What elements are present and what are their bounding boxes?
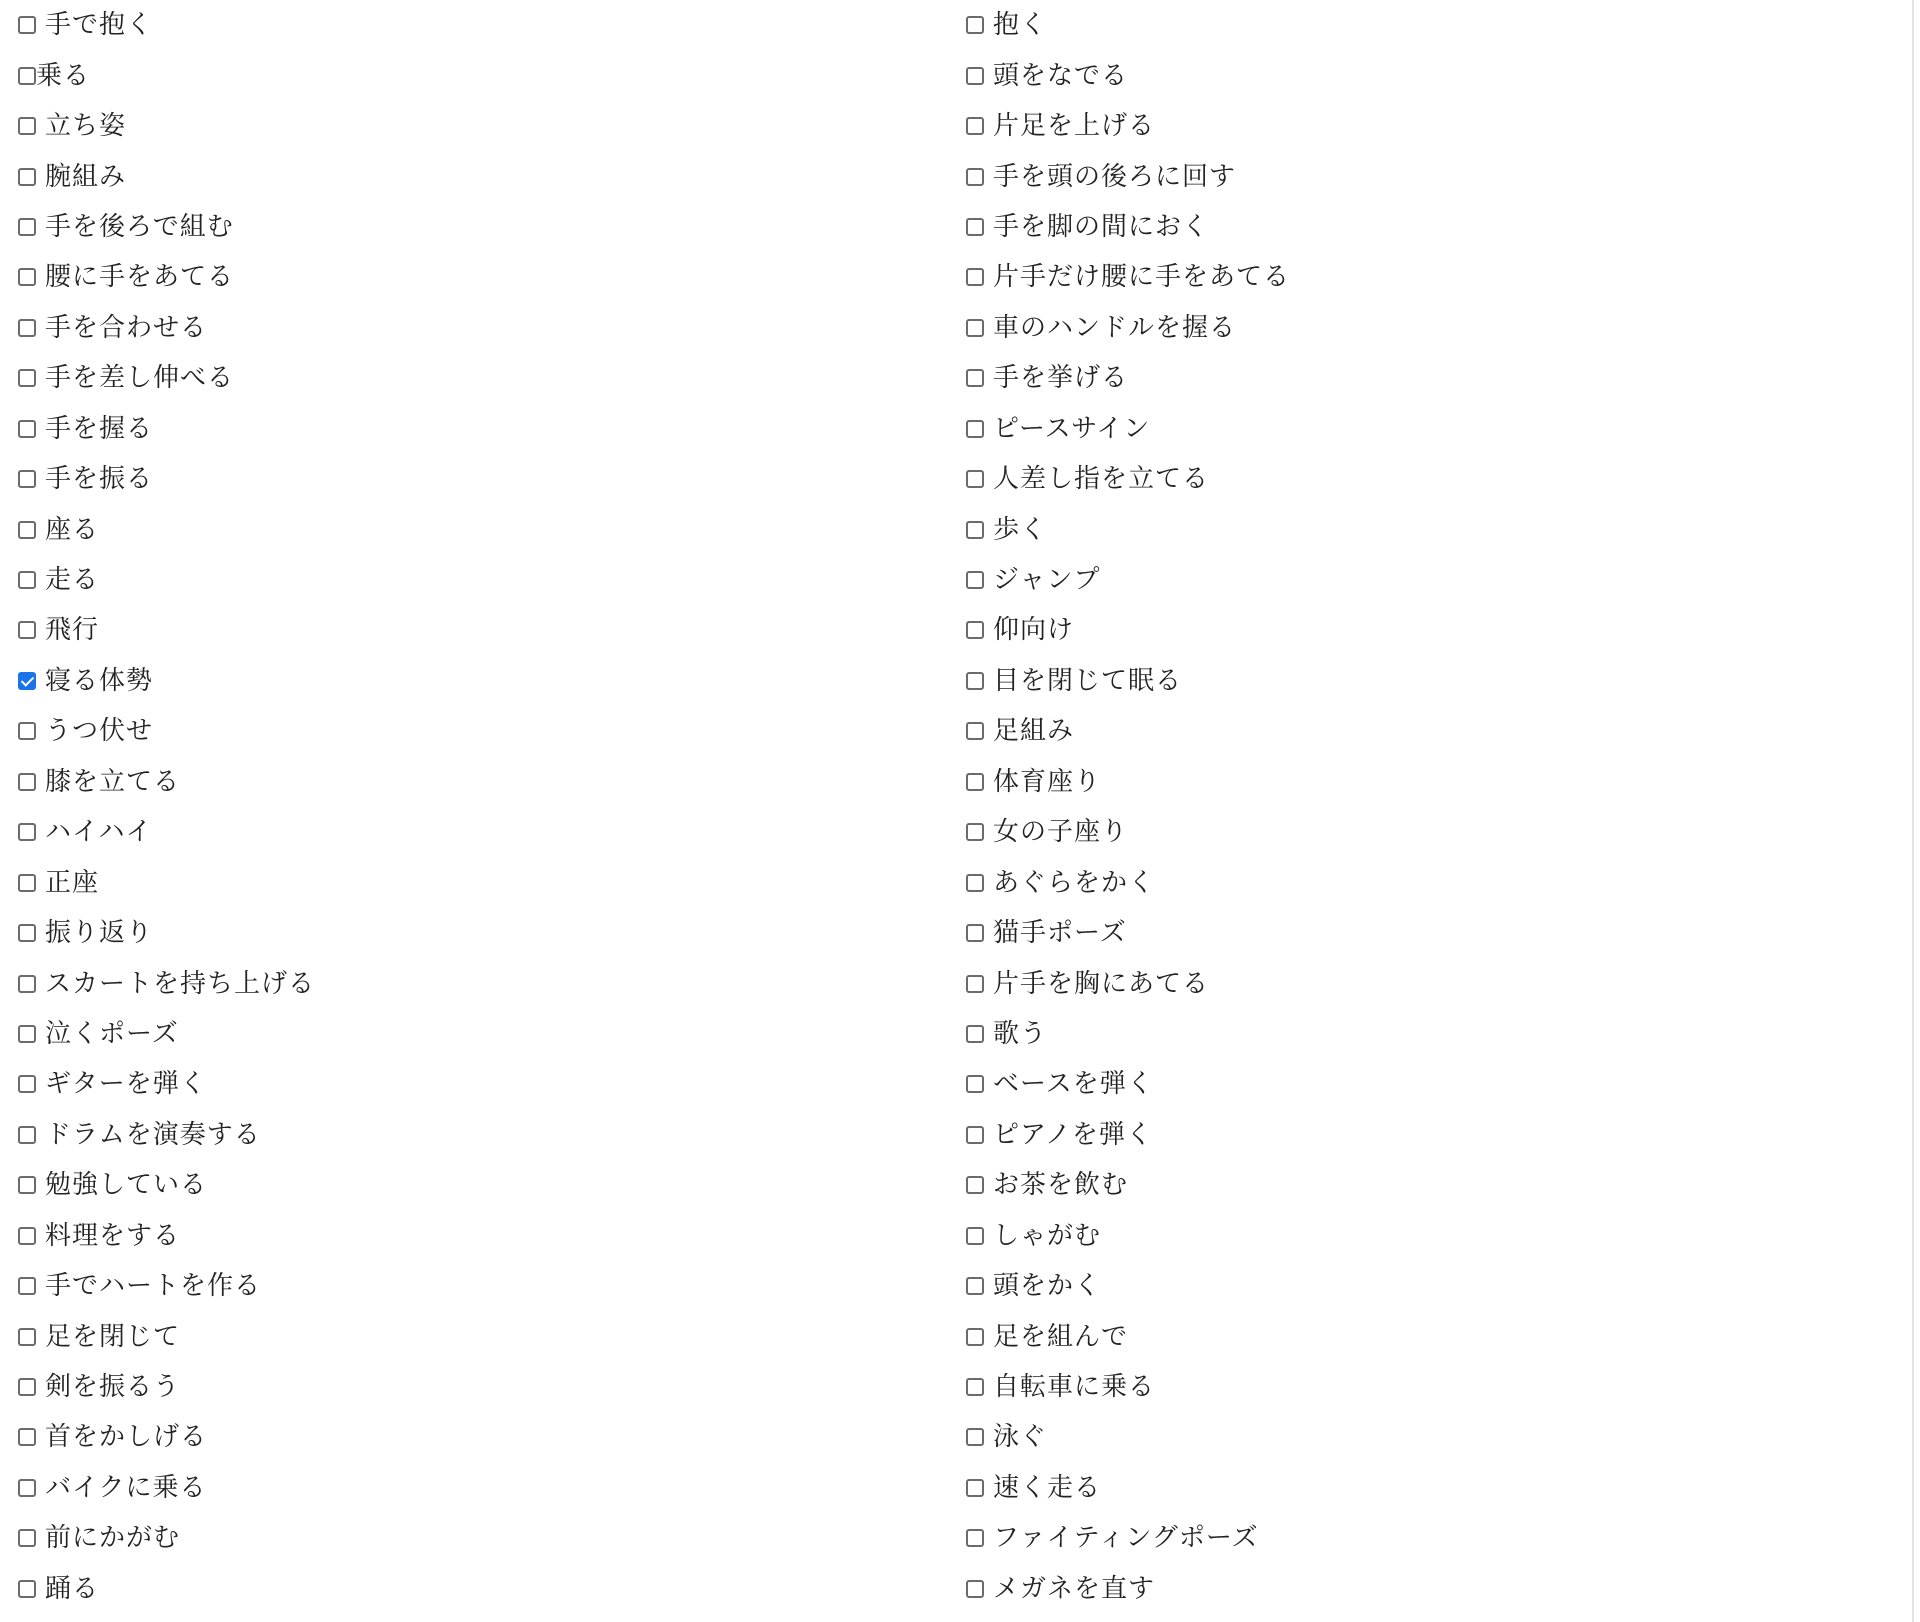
checkbox[interactable] <box>18 1227 36 1245</box>
checkbox-label[interactable]: 抱く <box>993 10 1048 41</box>
checkbox[interactable] <box>966 420 984 438</box>
right-option-24[interactable] <box>964 1160 1290 1210</box>
checkbox[interactable] <box>966 1227 984 1245</box>
left-option-4[interactable] <box>16 151 315 201</box>
checkbox-label[interactable]: 手を振る <box>45 464 154 495</box>
right-option-25[interactable] <box>964 1211 1290 1261</box>
right-option-15[interactable] <box>964 706 1290 756</box>
checkbox-label[interactable]: 手を脚の間におく <box>993 211 1210 242</box>
left-option-16[interactable] <box>16 757 315 807</box>
left-option-7[interactable] <box>16 303 315 353</box>
checkbox[interactable] <box>966 1277 984 1295</box>
checkbox-label[interactable]: ベースを弾く <box>993 1069 1154 1100</box>
checkbox[interactable] <box>966 1529 984 1547</box>
left-option-30[interactable] <box>16 1463 315 1513</box>
checkbox[interactable] <box>966 168 984 186</box>
right-option-7[interactable] <box>964 303 1290 353</box>
checkbox[interactable] <box>18 117 36 135</box>
checkbox[interactable] <box>966 268 984 286</box>
checkbox-label[interactable]: 歩く <box>993 514 1048 545</box>
left-option-21[interactable] <box>16 1009 315 1059</box>
left-option-20[interactable] <box>16 958 315 1008</box>
right-option-3[interactable] <box>964 101 1290 151</box>
checkbox[interactable] <box>18 1428 36 1446</box>
right-option-29[interactable] <box>964 1412 1290 1462</box>
checkbox-label[interactable]: 頭をなでる <box>993 60 1129 91</box>
checkbox-label[interactable]: 頭をかく <box>993 1271 1102 1302</box>
checkbox[interactable] <box>966 1075 984 1093</box>
left-option-2[interactable] <box>16 50 315 100</box>
checkbox[interactable] <box>966 1428 984 1446</box>
checkbox[interactable] <box>18 672 36 690</box>
checkbox[interactable] <box>18 621 36 639</box>
right-option-11[interactable] <box>964 504 1290 554</box>
checkbox-label[interactable]: あぐらをかく <box>993 867 1156 898</box>
checkbox-label[interactable]: 足組み <box>993 716 1075 747</box>
checkbox-label[interactable]: 手を頭の後ろに回す <box>993 161 1237 192</box>
checkbox[interactable] <box>966 470 984 488</box>
left-option-31[interactable] <box>16 1513 315 1563</box>
checkbox[interactable] <box>18 722 36 740</box>
checkbox-label[interactable]: お茶を飲む <box>993 1170 1129 1201</box>
left-column <box>16 0 315 1614</box>
checkbox-label[interactable]: 手を合わせる <box>45 312 208 343</box>
checkbox-label[interactable]: 手で抱く <box>45 10 154 41</box>
checkbox[interactable] <box>18 1479 36 1497</box>
checkbox[interactable] <box>966 874 984 892</box>
right-option-28[interactable] <box>964 1362 1290 1412</box>
checkbox[interactable] <box>18 1277 36 1295</box>
checkbox-label[interactable]: ドラムを演奏する <box>45 1119 261 1150</box>
checkbox[interactable] <box>18 773 36 791</box>
left-option-8[interactable] <box>16 353 315 403</box>
right-option-18[interactable] <box>964 857 1290 907</box>
checkbox[interactable] <box>966 218 984 236</box>
checkbox-label[interactable]: 手を差し伸べる <box>45 363 235 394</box>
checkbox[interactable] <box>966 521 984 539</box>
checkbox-label[interactable]: バイクに乗る <box>45 1472 207 1503</box>
checkbox[interactable] <box>18 1529 36 1547</box>
checkbox-label[interactable]: 目を閉じて眠る <box>993 665 1183 696</box>
left-option-32[interactable] <box>16 1564 315 1614</box>
left-option-27[interactable] <box>16 1311 315 1361</box>
right-option-12[interactable] <box>964 555 1290 605</box>
checkbox-label[interactable]: ギターを弾く <box>45 1069 207 1100</box>
checkbox[interactable] <box>966 823 984 841</box>
left-option-22[interactable] <box>16 1059 315 1109</box>
checkbox-label[interactable]: しゃがむ <box>993 1220 1102 1251</box>
right-option-19[interactable] <box>964 908 1290 958</box>
checkbox[interactable] <box>18 16 36 34</box>
checkbox-label[interactable]: ファイティングポーズ <box>993 1523 1259 1554</box>
checkbox[interactable] <box>966 621 984 639</box>
checkbox[interactable] <box>966 1025 984 1043</box>
checkbox[interactable] <box>966 1479 984 1497</box>
checkbox[interactable] <box>18 823 36 841</box>
left-option-19[interactable] <box>16 908 315 958</box>
checkbox-label[interactable]: 猫手ポーズ <box>993 918 1127 949</box>
left-option-23[interactable] <box>16 1110 315 1160</box>
checkbox-label[interactable]: 腕組み <box>45 161 127 192</box>
right-option-23[interactable] <box>964 1110 1290 1160</box>
left-option-24[interactable] <box>16 1160 315 1210</box>
checkbox[interactable] <box>966 1176 984 1194</box>
left-option-28[interactable] <box>16 1362 315 1412</box>
right-option-30[interactable] <box>964 1463 1290 1513</box>
checkbox-label[interactable]: 手でハートを作る <box>45 1271 262 1302</box>
checkbox-label[interactable]: 体育座り <box>993 766 1102 797</box>
checkbox[interactable] <box>18 319 36 337</box>
right-option-1[interactable] <box>964 0 1290 50</box>
checkbox-label[interactable]: ジャンプ <box>993 565 1101 596</box>
checkbox[interactable] <box>18 268 36 286</box>
checkbox[interactable] <box>18 975 36 993</box>
left-option-18[interactable] <box>16 857 315 907</box>
left-option-14[interactable] <box>16 656 315 706</box>
right-option-17[interactable] <box>964 807 1290 857</box>
left-option-3[interactable] <box>16 101 315 151</box>
checkbox[interactable] <box>18 1025 36 1043</box>
right-option-20[interactable] <box>964 958 1290 1008</box>
right-option-8[interactable] <box>964 353 1290 403</box>
checkbox[interactable] <box>966 1328 984 1346</box>
left-option-10[interactable] <box>16 454 315 504</box>
left-option-12[interactable] <box>16 555 315 605</box>
checkbox[interactable] <box>18 67 36 85</box>
checkbox-label[interactable]: 足を閉じて <box>45 1321 181 1352</box>
checkbox-label[interactable]: ハイハイ <box>45 817 153 848</box>
checkbox-label[interactable]: 走る <box>45 565 100 596</box>
checkbox[interactable] <box>966 1126 984 1144</box>
left-option-13[interactable] <box>16 605 315 655</box>
checkbox-label[interactable]: 速く走る <box>993 1472 1102 1503</box>
left-option-17[interactable] <box>16 807 315 857</box>
left-option-11[interactable] <box>16 504 315 554</box>
checkbox-label[interactable]: 片足を上げる <box>993 111 1156 142</box>
checkbox-label[interactable]: 泳ぐ <box>993 1422 1048 1453</box>
checkbox[interactable] <box>966 672 984 690</box>
checkbox-label[interactable]: 剣を振るう <box>45 1372 181 1403</box>
right-option-5[interactable] <box>964 202 1290 252</box>
checkbox-label[interactable]: 勉強している <box>45 1170 208 1201</box>
right-column <box>964 0 1290 1614</box>
checkbox-label[interactable]: 踊る <box>45 1573 100 1604</box>
checkbox-label[interactable]: 手を握る <box>45 413 154 444</box>
checkbox-label[interactable]: 自転車に乗る <box>993 1372 1156 1403</box>
checkbox[interactable] <box>966 319 984 337</box>
checkbox-label[interactable]: 立ち姿 <box>45 111 127 142</box>
left-option-29[interactable] <box>16 1412 315 1462</box>
checkbox-label[interactable]: 腰に手をあてる <box>45 262 235 293</box>
checkbox[interactable] <box>18 218 36 236</box>
checkbox-label[interactable]: ピアノを弾く <box>993 1119 1153 1150</box>
right-option-16[interactable] <box>964 757 1290 807</box>
checkbox-label[interactable]: 泣くポーズ <box>45 1018 179 1049</box>
checkbox-label[interactable]: 振り返り <box>45 918 154 949</box>
right-option-6[interactable] <box>964 252 1290 302</box>
left-option-9[interactable] <box>16 404 315 454</box>
right-option-27[interactable] <box>964 1311 1290 1361</box>
left-option-25[interactable] <box>16 1211 315 1261</box>
checkbox-label[interactable]: 仰向け <box>993 615 1075 646</box>
checkbox[interactable] <box>18 1580 36 1598</box>
checkbox[interactable] <box>966 773 984 791</box>
checkbox-label[interactable]: うつ伏せ <box>45 716 154 747</box>
checkbox-label[interactable]: 乗る <box>36 60 91 91</box>
checkbox-label[interactable]: 車のハンドルを握る <box>993 312 1237 343</box>
right-option-21[interactable] <box>964 1009 1290 1059</box>
checkbox[interactable] <box>18 168 36 186</box>
right-option-14[interactable] <box>964 656 1290 706</box>
checkbox[interactable] <box>966 369 984 387</box>
right-option-2[interactable] <box>964 50 1290 100</box>
checkbox[interactable] <box>18 1075 36 1093</box>
checkbox-label[interactable]: メガネを直す <box>993 1573 1156 1604</box>
checkbox-label[interactable]: 片手を胸にあてる <box>993 968 1210 999</box>
checkbox[interactable] <box>18 521 36 539</box>
checkbox-label[interactable]: 前にかがむ <box>45 1523 181 1554</box>
checkbox[interactable] <box>966 117 984 135</box>
checkbox-label[interactable]: 片手だけ腰に手をあてる <box>993 262 1291 293</box>
left-option-26[interactable] <box>16 1261 315 1311</box>
checkbox[interactable] <box>18 470 36 488</box>
checkbox-label[interactable]: スカートを持ち上げる <box>45 968 316 999</box>
checkbox-label[interactable]: 寝る体勢 <box>45 665 154 696</box>
checkbox-label[interactable]: 膝を立てる <box>45 766 181 797</box>
checkbox[interactable] <box>966 924 984 942</box>
left-option-5[interactable] <box>16 202 315 252</box>
checkbox-label[interactable]: 女の子座り <box>993 817 1129 848</box>
right-option-9[interactable] <box>964 404 1290 454</box>
checkbox[interactable] <box>966 975 984 993</box>
checkbox[interactable] <box>18 1328 36 1346</box>
checkbox[interactable] <box>18 1176 36 1194</box>
checkbox-label[interactable]: 座る <box>45 514 100 545</box>
checkbox[interactable] <box>18 924 36 942</box>
checkbox-label[interactable]: 飛行 <box>45 615 100 646</box>
checkbox-label[interactable]: 歌う <box>993 1018 1048 1049</box>
right-option-10[interactable] <box>964 454 1290 504</box>
checkbox[interactable] <box>18 1378 36 1396</box>
checkbox[interactable] <box>966 67 984 85</box>
checkbox[interactable] <box>18 420 36 438</box>
checkbox[interactable] <box>966 16 984 34</box>
checkbox[interactable] <box>18 1126 36 1144</box>
right-option-22[interactable] <box>964 1059 1290 1109</box>
checkbox-label[interactable]: 足を組んで <box>993 1321 1129 1352</box>
checkbox[interactable] <box>966 571 984 589</box>
checkbox[interactable] <box>966 1580 984 1598</box>
checkbox-label[interactable]: 手を後ろで組む <box>45 211 234 242</box>
right-option-32[interactable] <box>964 1564 1290 1614</box>
checkbox-label[interactable]: 人差し指を立てる <box>993 464 1210 495</box>
checkbox-label[interactable]: 正座 <box>45 867 100 898</box>
right-option-13[interactable] <box>964 605 1290 655</box>
right-option-26[interactable] <box>964 1261 1290 1311</box>
checkbox-label[interactable]: ピースサイン <box>993 413 1151 444</box>
right-option-4[interactable] <box>964 151 1290 201</box>
checkbox-label[interactable]: 首をかしげる <box>45 1422 208 1453</box>
left-option-15[interactable] <box>16 706 315 756</box>
checkbox[interactable] <box>966 1378 984 1396</box>
checkbox[interactable] <box>966 722 984 740</box>
checkbox-label[interactable]: 手を挙げる <box>993 363 1129 394</box>
checkbox[interactable] <box>18 571 36 589</box>
left-option-6[interactable] <box>16 252 315 302</box>
right-option-31[interactable] <box>964 1513 1290 1563</box>
checkbox-label[interactable]: 料理をする <box>45 1220 181 1251</box>
checkbox[interactable] <box>18 369 36 387</box>
left-option-1[interactable] <box>16 0 315 50</box>
checkbox[interactable] <box>18 874 36 892</box>
